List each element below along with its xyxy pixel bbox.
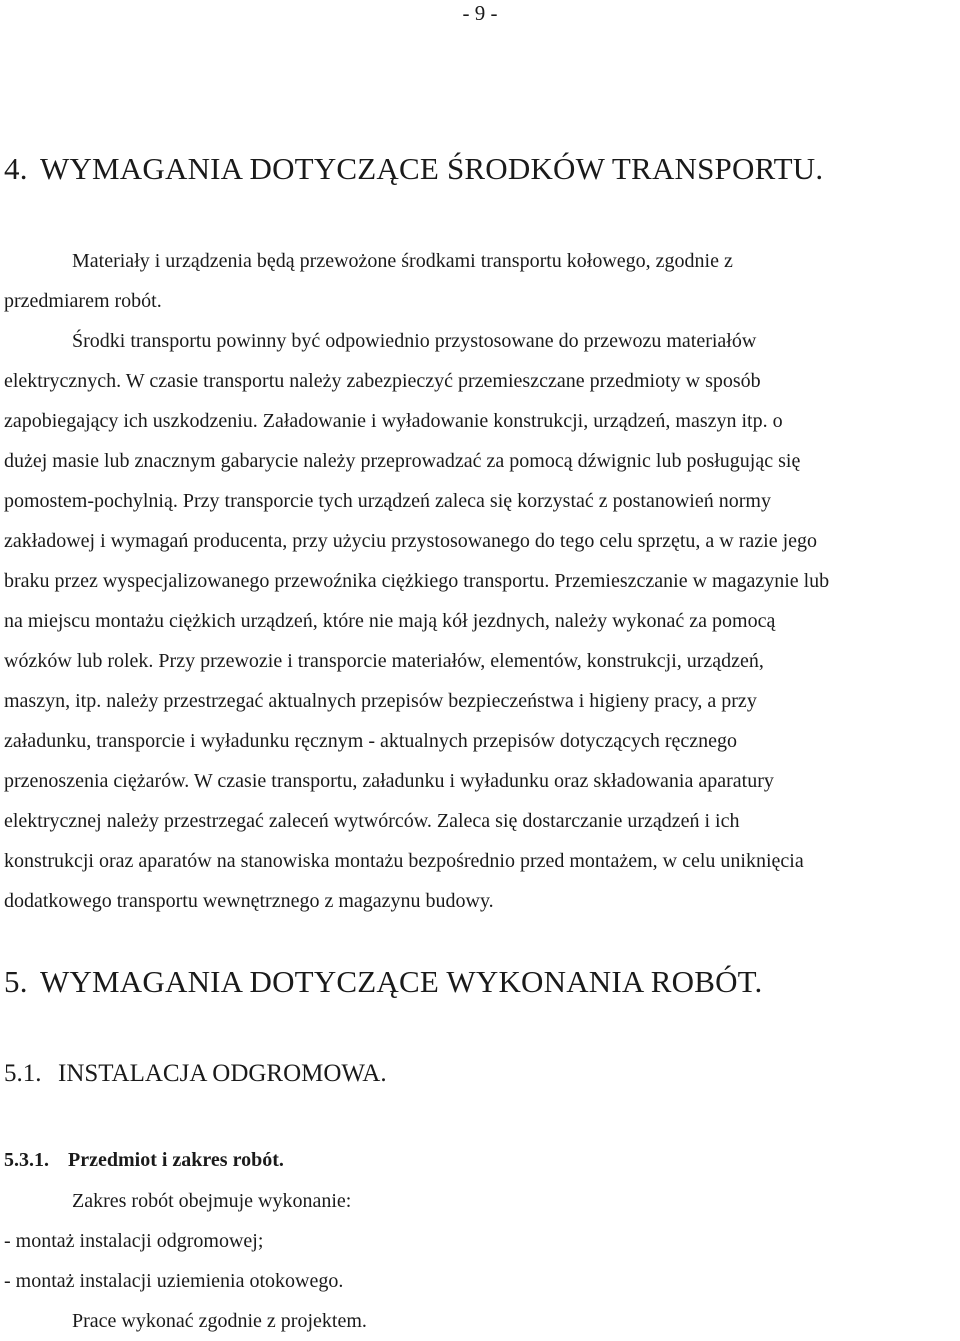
paragraph-line: braku przez wyspecjalizowanego przewoźnika ciężkiego transportu. Przemieszczanie w magazynie lub (4, 570, 830, 592)
paragraph-line: pomostem-pochylnią. Przy transporcie tych urządzeń zaleca się korzystać z postanowień normy (4, 490, 771, 512)
section-4-heading (4, 151, 823, 187)
paragraph-line: dużej masie lub znacznym gabarycie należy przeprowadzać za pomocą dźwignic lub posługując się (4, 450, 801, 472)
paragraph-line: dodatkowego transportu wewnętrznego z magazynu budowy. (4, 890, 494, 912)
page-number: - 9 - (462, 1, 498, 25)
section-5-3-1-title: Przedmiot i zakres robót. (68, 1149, 284, 1171)
paragraph-line: maszyn, itp. należy przestrzegać aktualnych przepisów bezpieczeństwa i higieny pracy, a przy (4, 690, 757, 712)
paragraph-line: Materiały i urządzenia będą przewożone środkami transportu kołowego, zgodnie z (72, 250, 733, 272)
paragraph-line: przedmiarem robót. (4, 290, 162, 312)
paragraph-line: elektrycznych. W czasie transportu należy zabezpieczyć przemieszczane przedmioty w sposób (4, 370, 761, 392)
scope-list-item: - montaż instalacji odgromowej; (4, 1230, 264, 1252)
section-4-number: 4. (4, 151, 28, 186)
paragraph-line: Środki transportu powinny być odpowiednio przystosowane do przewozu materiałów (72, 330, 757, 352)
section-5-1-heading (4, 1060, 387, 1088)
section-5-1-title: INSTALACJA ODGROMOWA. (58, 1060, 387, 1087)
section-4-body (4, 241, 960, 921)
section-5-number: 5. (4, 964, 28, 999)
scope-list-item: - montaż instalacji uziemienia otokowego. (4, 1270, 344, 1292)
paragraph-line: elektrycznej należy przestrzegać zaleceń wytwórców. Zaleca się dostarczanie urządzeń i ich (4, 810, 740, 832)
paragraph-line: na miejscu montażu ciężkich urządzeń, które nie mają kół jezdnych, należy wykonać za pomocą (4, 610, 776, 632)
section-5-heading (4, 964, 762, 1000)
paragraph-line: przenoszenia ciężarów. W czasie transportu, załadunku i wyładunku oraz składowania aparatury (4, 770, 774, 792)
section-5-1-number: 5.1. (4, 1060, 42, 1087)
section-5-3-1-number: 5.3.1. (4, 1149, 49, 1171)
scope-note: Prace wykonać zgodnie z projektem. (72, 1310, 367, 1332)
section-4-title: WYMAGANIA DOTYCZĄCE ŚRODKÓW TRANSPORTU. (40, 151, 824, 186)
section-5-title: WYMAGANIA DOTYCZĄCE WYKONANIA ROBÓT. (40, 964, 763, 999)
paragraph-line: konstrukcji oraz aparatów na stanowiska montażu bezpośrednio przed montażem, w celu uniknięcia (4, 850, 804, 872)
scope-intro: Zakres robót obejmuje wykonanie: (72, 1190, 352, 1212)
section-5-3-1-heading (4, 1149, 284, 1172)
paragraph-line: załadunku, transporcie i wyładunku ręcznym - aktualnych przepisów dotyczących ręcznego (4, 730, 738, 752)
paragraph-line: zapobiegający ich uszkodzeniu. Załadowanie i wyładowanie konstrukcji, urządzeń, maszyn itp. o (4, 410, 783, 432)
scope-body (4, 1181, 960, 1341)
paragraph-line: zakładowej i wymagań producenta, przy użyciu przystosowanego do tego celu sprzętu, a w razie jego (4, 530, 818, 552)
paragraph-line: wózków lub rolek. Przy przewozie i transporcie materiałów, elementów, konstrukcji, urządzeń, (4, 650, 764, 672)
